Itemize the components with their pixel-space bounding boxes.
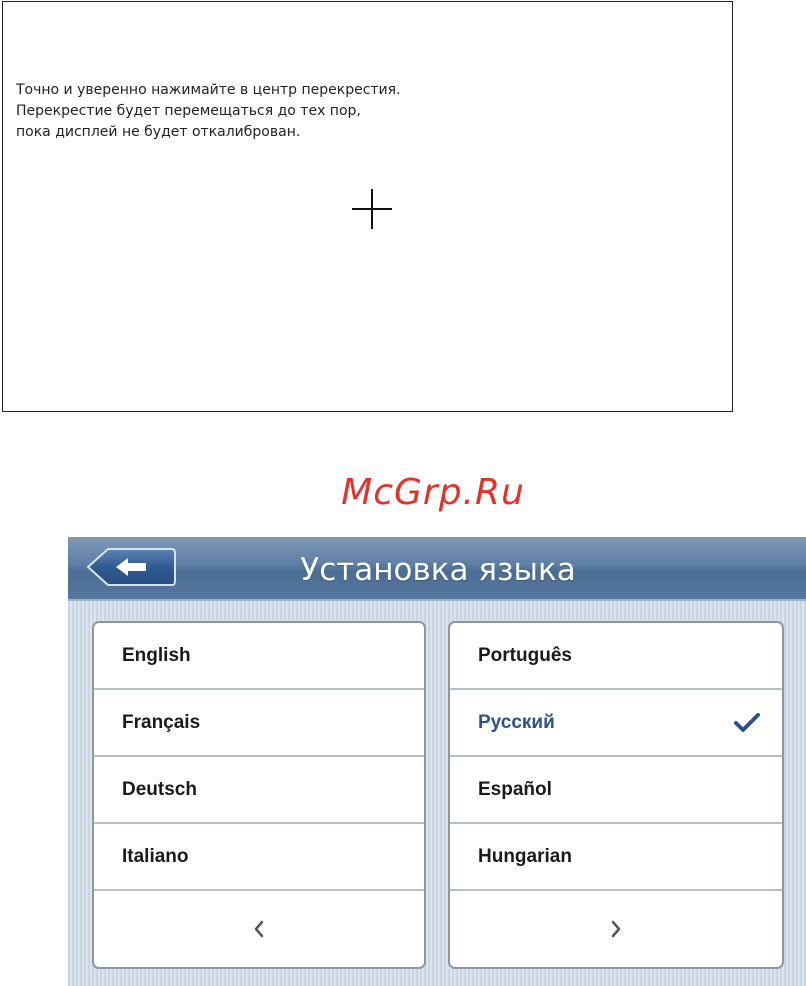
language-list-left <box>92 621 426 969</box>
language-label: Hungarian <box>478 845 572 867</box>
language-label: English <box>122 644 191 666</box>
previous-page-button[interactable] <box>94 891 424 966</box>
back-button[interactable] <box>86 547 176 587</box>
language-item-hungarian[interactable] <box>450 824 782 891</box>
language-label: Français <box>122 711 201 733</box>
language-label: Português <box>478 644 572 666</box>
crosshair-vertical <box>371 189 373 229</box>
header-bar <box>68 537 806 601</box>
instruction-line: пока дисплей не будет откалиброван. <box>16 124 301 140</box>
language-label: Deutsch <box>122 778 197 800</box>
next-page-button[interactable] <box>450 891 782 966</box>
language-item-francais[interactable] <box>94 690 424 757</box>
checkmark-icon <box>734 712 760 734</box>
language-settings-screen <box>68 537 806 986</box>
calibration-instructions <box>16 80 401 143</box>
language-item-deutsch[interactable] <box>94 757 424 824</box>
language-label: Español <box>478 778 552 800</box>
chevron-right-icon <box>609 919 623 939</box>
page-title: Установка языка <box>300 552 576 588</box>
language-item-italiano[interactable] <box>94 824 424 891</box>
watermark: McGrp.Ru <box>341 472 525 513</box>
language-label: Italiano <box>122 845 189 867</box>
language-item-russian[interactable] <box>450 690 782 757</box>
chevron-left-icon <box>252 919 266 939</box>
instruction-line: Точно и уверенно нажимайте в центр перекрестия. <box>16 82 401 98</box>
back-arrow-icon <box>86 547 176 587</box>
language-item-espanol[interactable] <box>450 757 782 824</box>
language-list-right <box>448 621 784 969</box>
language-item-portugues[interactable] <box>450 623 782 690</box>
calibration-screen[interactable] <box>2 1 733 412</box>
language-item-english[interactable] <box>94 623 424 690</box>
instruction-line: Перекрестие будет перемещаться до тех пор, <box>16 103 361 119</box>
language-label: Русский <box>478 711 555 733</box>
calibration-crosshair[interactable] <box>352 189 392 229</box>
